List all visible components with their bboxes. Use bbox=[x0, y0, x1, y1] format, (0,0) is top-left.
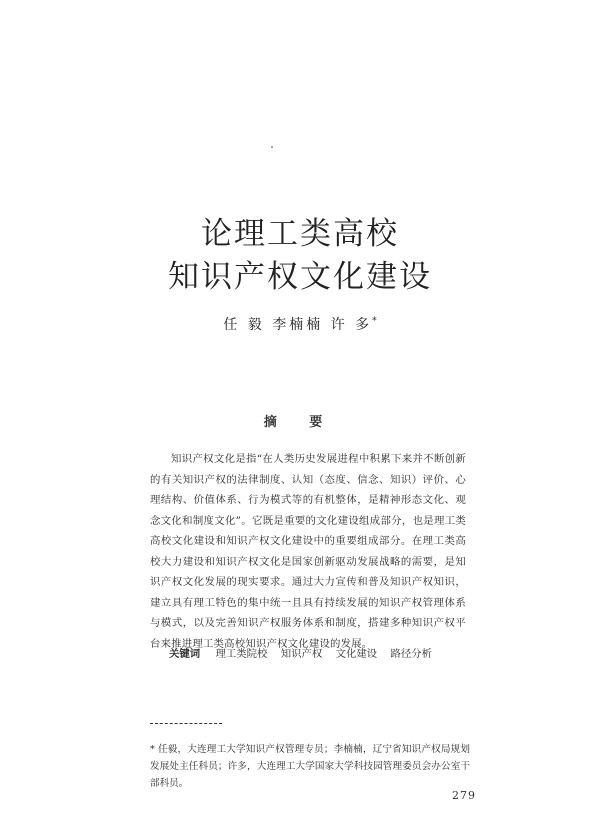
stray-mark bbox=[271, 146, 273, 148]
keywords-label: 关键词 bbox=[169, 648, 201, 660]
keywords-line bbox=[169, 645, 489, 660]
title-line-1: 论理工类高校 bbox=[201, 216, 399, 252]
page-number: 279 bbox=[452, 789, 476, 802]
keyword-item: 理工类院校 bbox=[215, 648, 268, 660]
footnote-divider bbox=[150, 723, 222, 724]
author-note-marker: * bbox=[372, 316, 377, 327]
authors bbox=[0, 314, 600, 334]
title-line-2: 知识产权文化建设 bbox=[168, 259, 432, 295]
author-names: 任 毅 李楠楠 许 多 bbox=[223, 317, 373, 333]
keyword-item: 知识产权 bbox=[280, 648, 323, 660]
abstract-body: 知识产权文化是指“在人类历史发展进程中积累下来并不断创新的有关知识产权的法律制度、认知（态度、信念、知识）评价、心理结构、价值体系、行为模式等的有机整体，是精神形态文化、观念文化和制度文化”。它既是重要的文化建设组成部分，也是理工类高校文化建设和知识产权文化建设中的重要组成部分。在理工类高校大力建设和知识产权文化是国家创新驱动发展战略的需要，是知识产权文化发展的现实要求。通过大力宣传和普及知识产权知识，建立具有理工特色的集中统一且具有持续发展的知识产权管理体系与模式，以及完善知识产权服务体系和制度，搭建多种知识产权平台来推进理工类高校知识产权文化建设的发展。 bbox=[150, 453, 466, 650]
keyword-item: 路径分析 bbox=[390, 648, 433, 660]
keyword-item: 文化建设 bbox=[335, 648, 378, 660]
abstract-heading: 摘 要 bbox=[263, 415, 337, 430]
footnote: * 任毅，大连理工大学知识产权管理专员；李楠楠，辽宁省知识产权局规划发展处主任科员；许多，大连理工大学国家大学科技园管理委员会办公室干部科员。 bbox=[150, 744, 470, 789]
